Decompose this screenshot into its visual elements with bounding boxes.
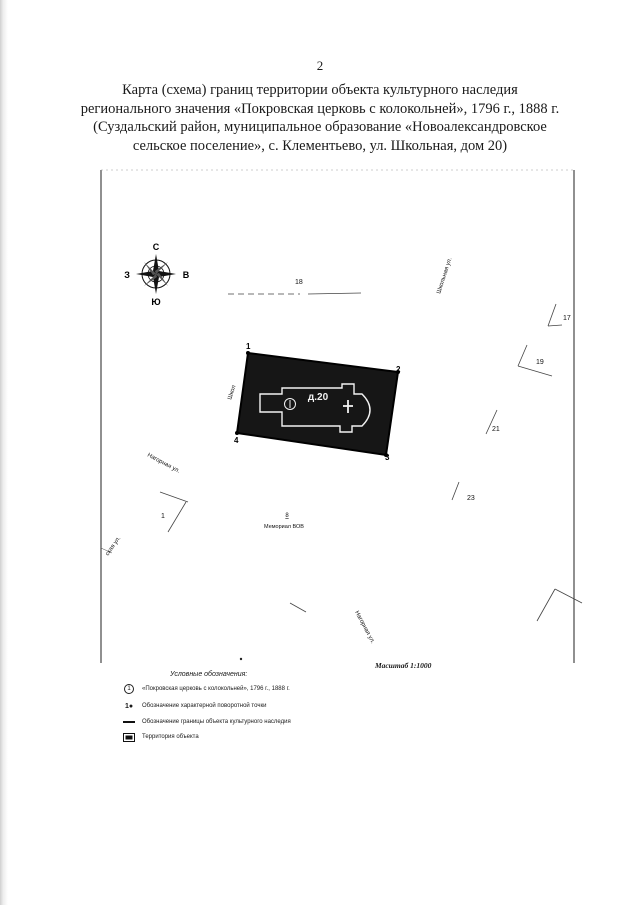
- page-number: 2: [316, 58, 324, 73]
- compass-north: С: [152, 242, 160, 252]
- parcel-17-label: 17: [563, 315, 571, 322]
- point-3-label: 3: [385, 453, 390, 462]
- memorial-number: 8: [285, 513, 289, 519]
- title-line: (Суздальский район, муниципальное образование «Новоалександровское: [93, 119, 547, 135]
- parcel-1-label: 1: [161, 513, 165, 520]
- territory-fill-icon: [122, 731, 136, 743]
- legend-item-text: Обозначение границы объекта культурного наследия: [142, 719, 291, 725]
- compass-west: З: [124, 270, 130, 280]
- legend-item-territory: [122, 731, 199, 743]
- object-number-label: д.20: [307, 392, 329, 403]
- point-2-label: 2: [396, 365, 401, 374]
- object-marker-icon: 1: [122, 683, 136, 695]
- legend-item-point: [122, 700, 266, 712]
- memorial-label: Мемориал ВОВ: [264, 524, 304, 530]
- legend-title: Условные обозначения:: [170, 671, 248, 678]
- parcel-23-label: 23: [467, 495, 475, 502]
- street-label-side: ская ул.: [104, 535, 123, 558]
- point-4-label: 4: [234, 436, 239, 445]
- compass-east: В: [182, 270, 190, 280]
- legend-item-text: Территория объекта: [142, 734, 199, 740]
- street-label-nagornaya: Нагорная ул.: [146, 452, 181, 475]
- parcel-18-label: 18: [295, 279, 303, 286]
- legend-item-text: Обозначение характерной поворотной точки: [142, 703, 267, 709]
- street-label-shkolnaya-short: Школ: [227, 384, 238, 401]
- parcel-19-label: 19: [536, 359, 544, 366]
- boundary-line-icon: [122, 716, 136, 728]
- parcel-21-label: 21: [492, 426, 500, 433]
- title-line: Карта (схема) границ территории объекта культурного наследия: [122, 82, 518, 98]
- title-line: регионального значения «Покровская церковь с колокольней», 1796 г., 1888 г.: [80, 100, 560, 117]
- point-1-label: 1: [246, 342, 251, 351]
- turning-point-icon: 1●: [124, 702, 134, 710]
- legend-item-text: «Покровская церковь с колокольней», 1796 г., 1888 г.: [142, 686, 290, 692]
- context-lines: [101, 293, 582, 621]
- title-line: сельское поселение», с. Клементьево, ул. Школьная, дом 20): [132, 137, 508, 154]
- compass-south: Ю: [151, 297, 161, 307]
- scale-label: Масштаб 1:1000: [375, 661, 432, 670]
- legend-item-boundary: [122, 716, 291, 728]
- object-territory: [234, 342, 401, 462]
- territory-fill: [237, 353, 398, 455]
- street-label-shkolnaya: Школьная ул.: [436, 256, 454, 295]
- compass-rose-icon: [124, 242, 190, 307]
- street-label-nagornaya-bottom: Нагорная ул.: [353, 610, 376, 645]
- legend-item-object: [122, 683, 290, 695]
